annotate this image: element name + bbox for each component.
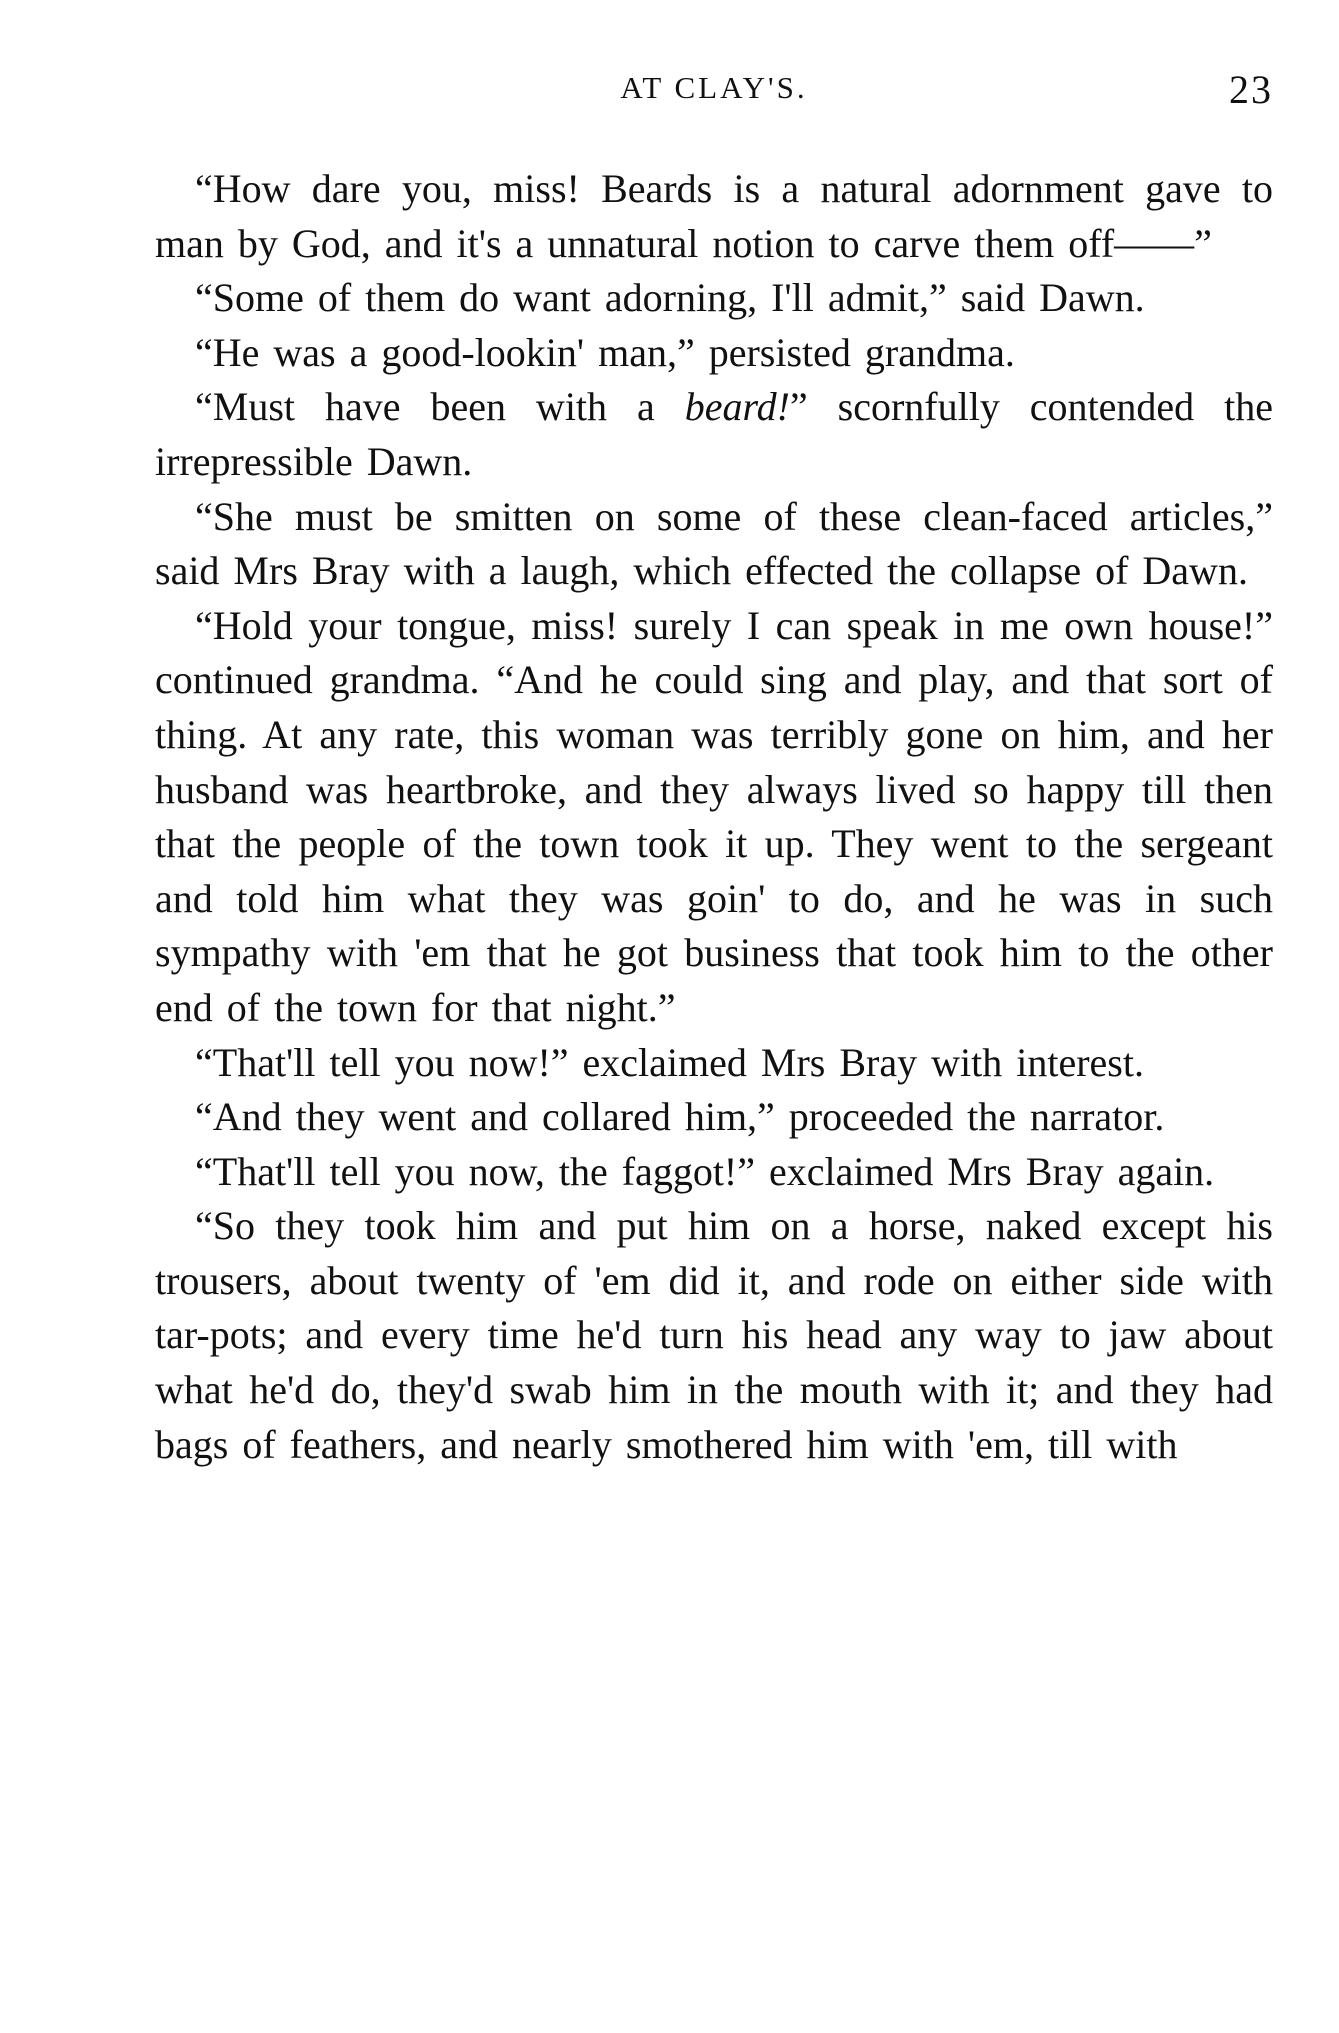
page-number: 23	[1229, 67, 1273, 112]
running-head	[155, 67, 1273, 120]
paragraph: “Must have been with a beard!” scornfully contended the irrepressible Dawn.	[155, 384, 1274, 484]
paragraph: “Some of them do want adorning, I'll admit,” said Dawn.	[195, 275, 1145, 321]
paragraph: “So they took him and put him on a horse, naked except his trousers, about twenty of 'em did it, and rode on either side with tar-pots; and every time he'd turn his head any way to jaw about what he'd do, they'd swab him in the mouth with it; and they had bags of feathers, and nearly smothered him with 'em, till with	[155, 1203, 1273, 1467]
body-text	[155, 162, 1273, 1472]
paragraph: “That'll tell you now!” exclaimed Mrs Bray with interest.	[195, 1039, 1144, 1085]
paragraph: “And they went and collared him,” proceeded the narrator.	[195, 1094, 1165, 1140]
paragraph: “She must be smitten on some of these clean-faced articles,” said Mrs Bray with a laugh, which effected the collapse of Dawn.	[155, 493, 1273, 594]
paragraph: “Hold your tongue, miss! surely I can speak in me own house!” continued grandma. “And he could sing and play, and that sort of thing. At any rate, this woman was terribly gone on him, and her husband was heartbroke, and they always lived so happy till then that the people of the town took it up. They went to the sergeant and told him what they was goin' to do, and he was in such sympathy with 'em that he got business that took him to the other end of the town for that night.”	[155, 602, 1273, 1030]
paragraph: “That'll tell you now, the faggot!” exclaimed Mrs Bray again.	[195, 1148, 1215, 1194]
paragraph: “How dare you, miss! Beards is a natural adornment gave to man by God, and it's a unnatural notion to carve them off——”	[155, 166, 1273, 266]
running-title: AT CLAY'S.	[620, 70, 808, 105]
paragraph: “He was a good-lookin' man,” persisted grandma.	[195, 329, 1015, 375]
emphasis: beard!	[684, 384, 790, 430]
